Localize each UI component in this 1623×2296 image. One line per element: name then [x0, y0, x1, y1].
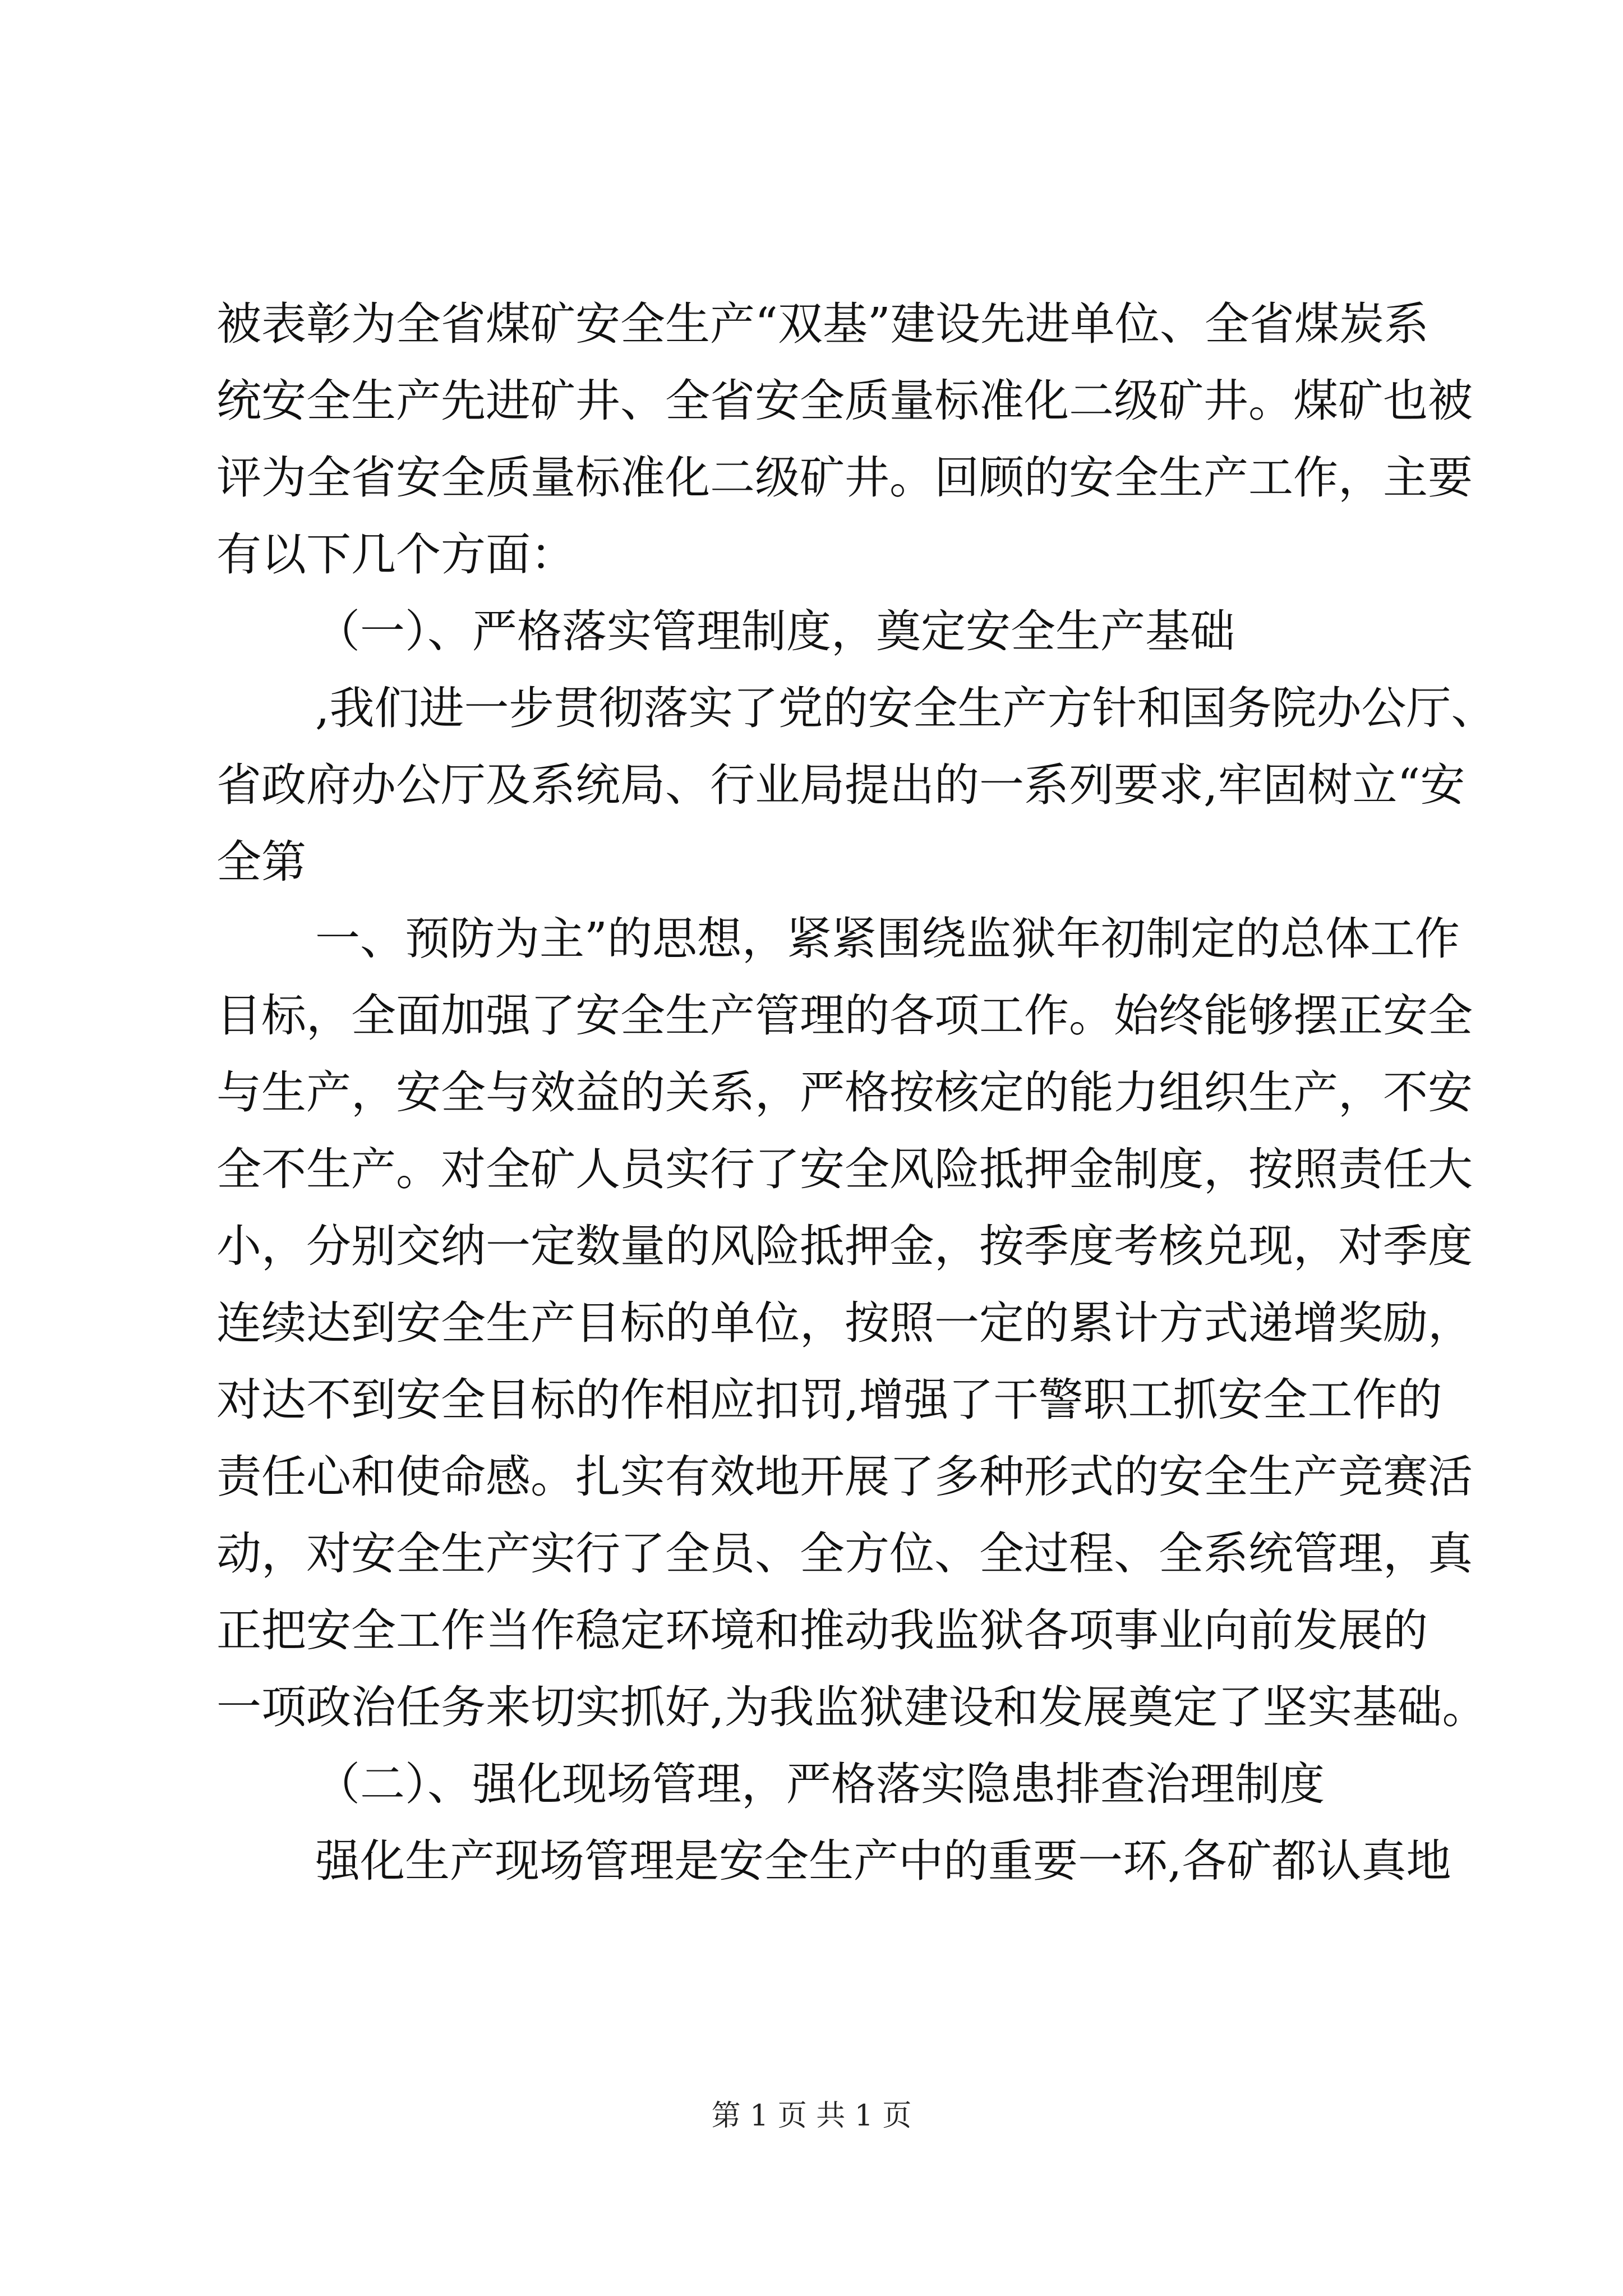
paragraph-line: 全 不 生 产 。 对 全 矿 人 员 实 行 了 安 全 风 险 抵 押 金 制 度 ， 按 照 责 任 大: [216, 1143, 1473, 1195]
paragraph-line: 连 续 达 到 安 全 生 产 目 标 的 单 位 ， 按 照 一 定 的 累 计 方 式 递 增 奖 励 ，: [216, 1297, 1473, 1349]
paragraph-line: 评 为 全 省 安 全 质 量 标 准 化 二 级 矿 井 。 回 顾 的 安 全 生 产 工 作 ， 主 要: [216, 452, 1473, 504]
paragraph-line: 对 达 不 到 安 全 目 标 的 作 相 应 扣 罚 , 增 强 了 干 警 职 工 抓 安 全 工 作 的: [216, 1374, 1442, 1426]
paragraph-line: 正 把 安 全 工 作 当 作 稳 定 环 境 和 推 动 我 监 狱 各 项 事 业 向 前 发 展 的: [216, 1604, 1428, 1657]
section-heading: （二）、强化现场管理，严格落实隐患排查治理制度: [315, 1758, 1325, 1810]
paragraph-line: 责 任 心 和 使 命 感 。 扎 实 有 效 地 开 展 了 多 种 形 式 的 安 全 生 产 竞 赛 活: [216, 1451, 1473, 1503]
paragraph-line: 统 安 全 生 产 先 进 矿 井 、 全 省 安 全 质 量 标 准 化 二 级 矿 井 。 煤 矿 也 被: [216, 375, 1473, 427]
paragraph-line: 有以下几个方面：: [216, 528, 575, 581]
paragraph-line: 动 ， 对 安 全 生 产 实 行 了 全 员 、 全 方 位 、 全 过 程 、 全 系 统 管 理 ， 真: [216, 1527, 1473, 1580]
paragraph-line: 全第: [216, 836, 306, 888]
paragraph-line: 一 项 政 治 任 务 来 切 实 抓 好 , 为 我 监 狱 建 设 和 发 展 奠 定 了 坚 实 基 础 。: [216, 1681, 1487, 1733]
paragraph-line: 与 生 产 ， 安 全 与 效 益 的 关 系 ， 严 格 按 核 定 的 能 力 组 织 生 产 ， 不 安: [216, 1066, 1473, 1119]
paragraph-line: 一 、 预 防 为 主 ” 的 思 想 ， 紧 紧 围 绕 监 狱 年 初 制 定 的 总 体 工 作: [315, 913, 1460, 965]
section-heading: （一）、严格落实管理制度，奠定安全生产基础: [315, 605, 1235, 657]
paragraph-line: , 我 们 进 一 步 贯 彻 落 实 了 党 的 安 全 生 产 方 针 和 国 务 院 办 公 厅 、: [315, 682, 1496, 734]
paragraph-line: 省 政 府 办 公 厅 及 系 统 局 、 行 业 局 提 出 的 一 系 列 要 求 , 牢 固 树 立 “ 安: [216, 759, 1465, 811]
paragraph-line: 被 表 彰 为 全 省 煤 矿 安 全 生 产 “ 双 基 ” 建 设 先 进 单 位 、 全 省 煤 炭 系: [216, 298, 1429, 350]
paragraph-line: 强 化 生 产 现 场 管 理 是 安 全 生 产 中 的 重 要 一 环 , 各 矿 都 认 真 地: [315, 1835, 1451, 1887]
paragraph-line: 小 ， 分 别 交 纳 一 定 数 量 的 风 险 抵 押 金 ， 按 季 度 考 核 兑 现 ， 对 季 度: [216, 1220, 1473, 1272]
page-number-footer: 第 1 页 共 1 页: [711, 2099, 912, 2133]
paragraph-line: 目 标 ， 全 面 加 强 了 安 全 生 产 管 理 的 各 项 工 作 。 始 终 能 够 摆 正 安 全: [216, 990, 1473, 1042]
